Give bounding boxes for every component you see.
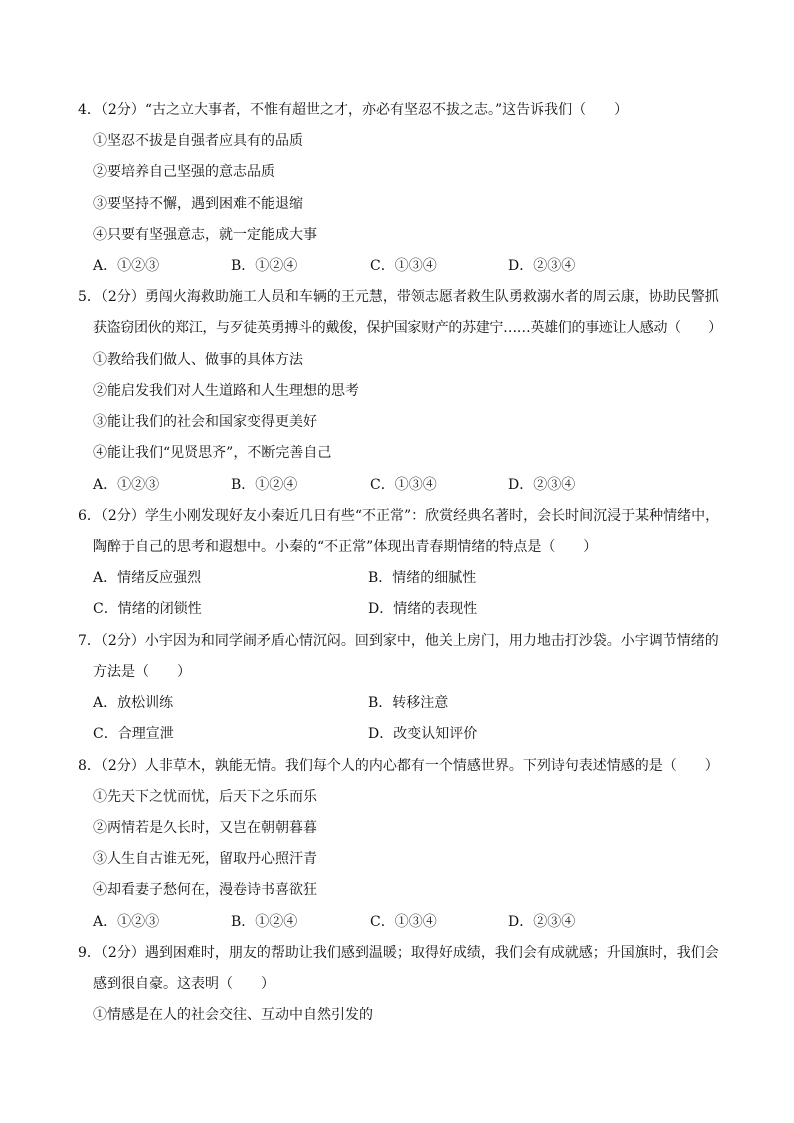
question-5-option-a: A．①②③ (93, 477, 160, 493)
question-4-option-c: C．①③④ (370, 258, 437, 274)
question-7-options-row-2 (93, 725, 693, 743)
question-4-option-a: A．①②③ (93, 258, 160, 274)
question-5-option-c: C．①③④ (370, 477, 437, 493)
question-4-options (93, 257, 693, 275)
question-4-item-1: ①坚忍不拔是自强者应具有的品质 (93, 133, 303, 149)
question-6-options-row-2 (93, 600, 693, 618)
question-9-item-1: ①情感是在人的社会交往、互动中自然引发的 (93, 1007, 373, 1023)
question-8-item-3: ③人生自古谁无死，留取丹心照汗青 (93, 851, 317, 867)
question-5-item-4: ④能让我们“见贤思齐”，不断完善自己 (93, 445, 332, 461)
question-6-option-d: D．情绪的表现性 (368, 601, 478, 617)
question-5-options (93, 476, 693, 494)
question-6-option-c: C．情绪的闭锁性 (93, 601, 202, 617)
question-6-option-a: A．情绪反应强烈 (93, 570, 202, 586)
question-8-stem-line-1: 8．（2分）人非草木，孰能无情。我们每个人的内心都有一个情感世界。下列诗句表述情感的是（ ） (78, 758, 719, 774)
question-7-option-c: C．合理宣泄 (93, 726, 174, 742)
question-7-option-d: D．改变认知评价 (368, 726, 478, 742)
question-5-item-2: ②能启发我们对人生道路和人生理想的思考 (93, 383, 359, 399)
question-4-stem-line-1: 4．（2分）“古之立大事者，不惟有超世之才，亦必有坚忍不拔之志。”这告诉我们（ ） (78, 102, 629, 118)
question-5-item-1: ①教给我们做人、做事的具体方法 (93, 352, 303, 368)
question-8-option-d: D．②③④ (508, 914, 576, 930)
question-4-item-2: ②要培养自己坚强的意志品质 (93, 164, 275, 180)
question-7-option-a: A．放松训练 (93, 695, 174, 711)
question-5-option-d: D．②③④ (508, 477, 576, 493)
question-4-item-3: ③要坚持不懈，遇到困难不能退缩 (93, 196, 303, 212)
question-6-option-b: B．情绪的细腻性 (368, 570, 477, 586)
question-7-options-row-1 (93, 694, 693, 712)
question-7-option-b: B．转移注意 (368, 695, 449, 711)
question-9-stem-line-1: 9．（2分）遇到困难时，朋友的帮助让我们感到温暖；取得好成绩，我们会有成就感；升国旗时，我们会 (78, 945, 719, 961)
question-6-stem-line-2: 陶醉于自己的思考和遐想中。小秦的“不正常”体现出青春期情绪的特点是（ ） (93, 539, 598, 555)
question-4-option-b: B．①②④ (231, 258, 298, 274)
question-8-item-1: ①先天下之忧而忧，后天下之乐而乐 (93, 789, 317, 805)
question-5-item-3: ③能让我们的社会和国家变得更美好 (93, 414, 317, 430)
question-8-options (93, 913, 693, 931)
question-5-stem-line-2: 获盗窃团伙的郑江，与歹徒英勇搏斗的戴俊，保护国家财产的苏建宁……英雄们的事迹让人感动（ ） (93, 320, 722, 336)
question-7-stem-line-1: 7．（2分）小宇因为和同学闹矛盾心情沉闷。回到家中，他关上房门，用力地击打沙袋。小宇调节情绪的 (78, 633, 719, 649)
question-4-option-d: D．②③④ (508, 258, 576, 274)
question-8-option-b: B．①②④ (231, 914, 298, 930)
question-9-stem-line-2: 感到很自豪。这表明（ ） (93, 976, 275, 992)
question-7-stem-line-2: 方法是（ ） (93, 664, 191, 680)
question-5-stem-line-1: 5．（2分）勇闯火海救助施工人员和车辆的王元慧，带领志愿者救生队勇救溺水者的周云康，协助民警抓 (78, 289, 719, 305)
question-4-item-4: ④只要有坚强意志，就一定能成大事 (93, 227, 317, 243)
question-8-item-4: ④却看妻子愁何在，漫卷诗书喜欲狂 (93, 882, 317, 898)
question-6-options-row-1 (93, 569, 693, 587)
question-6-stem-line-1: 6．（2分）学生小刚发现好友小秦近几日有些“不正常”：欣赏经典名著时，会长时间沉浸于某种情绪中， (78, 508, 720, 524)
question-8-option-c: C．①③④ (370, 914, 437, 930)
question-5-option-b: B．①②④ (231, 477, 298, 493)
question-8-item-2: ②两情若是久长时，又岂在朝朝暮暮 (93, 820, 317, 836)
question-8-option-a: A．①②③ (93, 914, 160, 930)
